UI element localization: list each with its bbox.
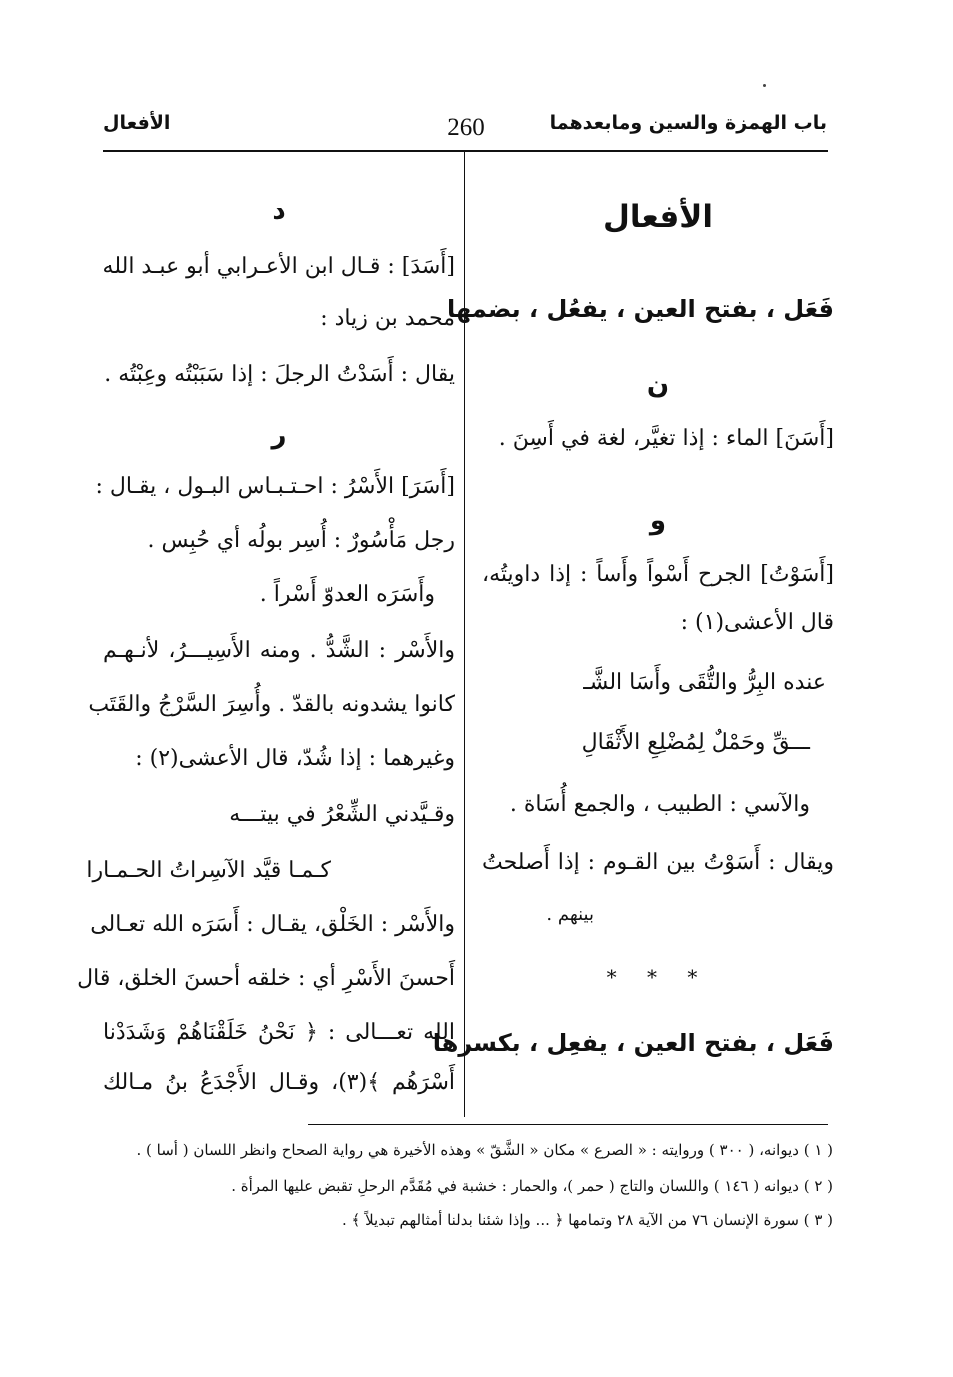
entry-line: [أَسَدَ] : قـال ابن الأعـرابي أبو عبـد الله bbox=[102, 254, 455, 279]
entry-line: يقال : أَسَدْتُ الرجلَ : إذا سَبَبْتُه وعِبْتُه . bbox=[104, 362, 455, 387]
footnote-rule bbox=[308, 1124, 828, 1125]
page-number: 260 bbox=[447, 114, 485, 141]
entry-line: وأَسَرَه العدوّ أَسْراً . bbox=[259, 582, 435, 607]
right-subtitle-1: فَعَل ، بفتح العين ، يفعُل ، بضمها bbox=[447, 295, 834, 323]
chapter-heading: باب الهمزة والسين ومابعدهما bbox=[549, 112, 827, 134]
letter-heading-dal: د bbox=[272, 196, 286, 226]
footnote-1: ( ١ ) ديوانه، ( ٣٠٠ ) وروايته : « الصرع » مكان « الشَّقّ » وهذه الأخيرة هي رواية الصحاح وانظر اللسان ( أسا ) . bbox=[136, 1141, 833, 1159]
entry-line: أَحسنَ الأَسْرِ أي : خلقه أحسنَ الخلق، قال bbox=[77, 966, 455, 991]
verse-line: عنده البِرُّ والتُّقَى وأَسَا الشَّـ bbox=[583, 670, 826, 695]
entry-line: ويقال : أَسَوْتُ بين القـوم : إذا أَصلحتُ bbox=[482, 850, 834, 875]
right-subtitle-2: فَعَل ، بفتح العين ، يفعِل ، بكسرها bbox=[432, 1029, 834, 1057]
entry-line: رجل مَأْسُورٌ : أُسِر بولُه أي حُبِس . bbox=[147, 528, 455, 553]
entry-line: [أَسَنَ] الماء : إذا تغيَّر، لغة في أَسِنَ . bbox=[498, 426, 834, 451]
entry-line: والآسي : الطبيب ، والجمع أُسَاة . bbox=[509, 792, 810, 817]
verse-line: كـمـا قيَّد الآسِراتُ الحـمـارا bbox=[86, 858, 331, 883]
entry-line: [أَسَرَ] الأَسْرُ : احـتـبـاس البـول ، يقـال : bbox=[95, 474, 455, 499]
entry-line: محمد بن زياد : bbox=[320, 306, 455, 331]
print-speck bbox=[763, 84, 766, 87]
entry-line: والأَسْر : الخَلْق، يقـال : أَسَرَه الله تعـالى bbox=[90, 912, 455, 937]
header-rule bbox=[103, 150, 828, 152]
verse-line: وقـيَّدني الشِّعْرُ في بيتـــه bbox=[229, 802, 455, 827]
verse-line: ـــقِّ وحَمْلٌ لِمُضْلِعِ الأَثْقَالِ bbox=[581, 730, 810, 755]
letter-heading-noon: ن bbox=[646, 370, 670, 400]
section-heading: الأفعال bbox=[103, 112, 171, 134]
entry-line: كانوا يشدونه بالقدّ . وأُسِرَ السَّرْجُ والقَتَب bbox=[88, 692, 455, 717]
entry-line: الله تعـــالى : ﴿ نَحْنُ خَلَقْنَاهُمْ وَشَدَدْنا bbox=[103, 1020, 455, 1045]
entry-line: أَسْرَهُم ﴾(٣)، وقـال الأَجْدَعُ بنُ مـالك bbox=[103, 1070, 455, 1095]
entry-line: وغيرهما : إذا شُدّ، قال الأعشى(٢) : bbox=[135, 746, 455, 771]
entry-line: قال الأعشى(١) : bbox=[680, 610, 834, 635]
footnote-2: ( ٢ ) ديوانه ( ١٤٦ ) واللسان والتاج ( حمر )، والحمار : خشبة في مُقَدَّم الرحلِ تقبض عليها المرأة . bbox=[231, 1177, 833, 1195]
entry-line: [أَسَوْتُ] الجرح أَسْواً وأَساً : إذا داويتُه، bbox=[482, 562, 834, 587]
letter-heading-ra: ر bbox=[271, 420, 287, 450]
footnote-3: ( ٣ ) سورة الإنسان ٧٦ من الآية ٢٨ وتمامها ﴿ ... وإذا شئنا بدلنا أمثالهم تبديلاً ﴾ . bbox=[341, 1211, 833, 1229]
entry-line: بينهم . bbox=[546, 904, 594, 925]
entry-line: والأَسْر : الشَّدُّ . ومنه الأَسِيـــرُ، لأنـهـم bbox=[103, 638, 455, 663]
right-title: الأفعال bbox=[602, 199, 714, 235]
section-separator-stars: * * * bbox=[606, 965, 710, 989]
letter-heading-waw: و bbox=[649, 506, 667, 536]
